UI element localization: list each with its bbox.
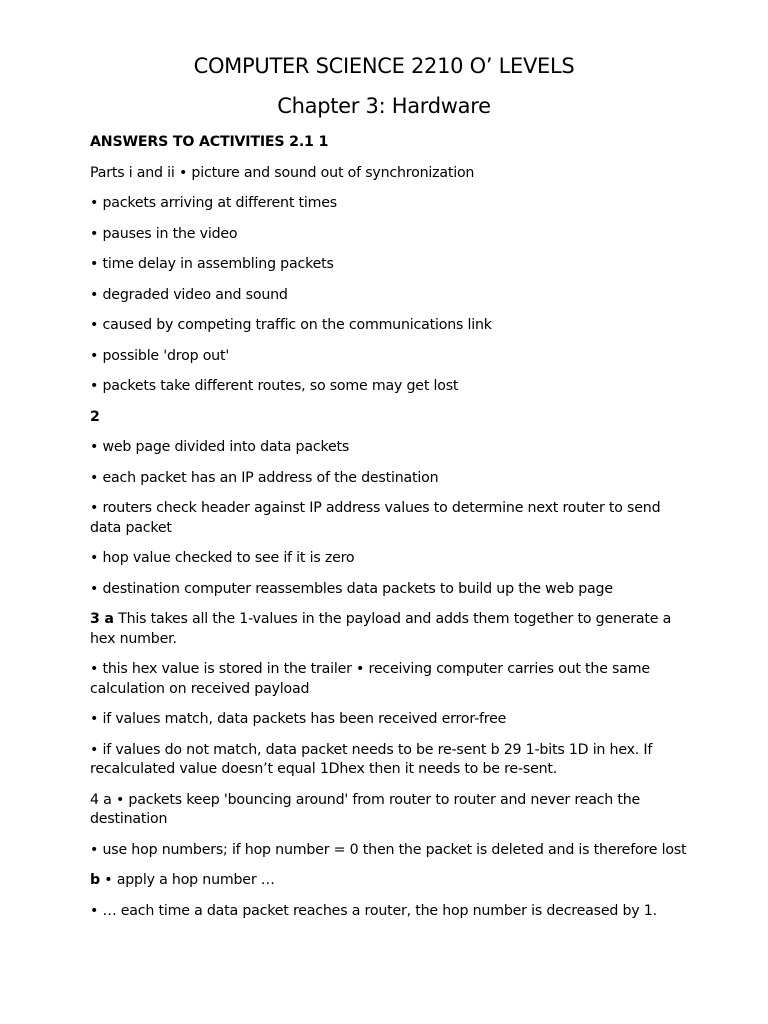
document-title: COMPUTER SCIENCE 2210 O’ LEVELS bbox=[193, 54, 575, 78]
answer-line: • … each time a data packet reaches a router, the hop number is decreased by 1. bbox=[90, 902, 657, 919]
question-part-label: b bbox=[90, 872, 100, 888]
document-body bbox=[90, 133, 690, 932]
answer-line: • routers check header against IP address values to determine next router to send data packet bbox=[90, 500, 661, 536]
answer-line: • degraded video and sound bbox=[90, 286, 288, 303]
section-heading: ANSWERS TO ACTIVITIES 2.1 1 bbox=[90, 134, 329, 150]
answer-line: • use hop numbers; if hop number = 0 then the packet is deleted and is therefore lost bbox=[90, 841, 687, 858]
answer-line: • packets arriving at different times bbox=[90, 195, 337, 211]
answer-paragraph bbox=[90, 871, 690, 891]
answer-line: • web page divided into data packets bbox=[90, 439, 350, 455]
answer-line: • caused by competing traffic on the communications link bbox=[90, 317, 492, 333]
answer-line: • if values match, data packets has been received error-free bbox=[90, 711, 507, 727]
answer-line: • pauses in the video bbox=[90, 225, 238, 242]
answer-line: Parts i and ii • picture and sound out of synchronization bbox=[90, 164, 475, 181]
answer-line: • if values do not match, data packet needs to be re-sent b 29 1-bits 1D in hex. If recalculated value doesn’t equal 1Dhex then it needs to be re-sent. bbox=[90, 741, 653, 777]
answer-line: • packets take different routes, so some may get lost bbox=[90, 378, 459, 394]
answer-line: • time delay in assembling packets bbox=[90, 256, 334, 272]
chapter-title: Chapter 3: Hardware bbox=[277, 94, 491, 118]
answer-line: • destination computer reassembles data packets to build up the web page bbox=[90, 580, 613, 597]
answer-text: This takes all the 1-values in the payload and adds them together to generate a hex number. bbox=[90, 611, 672, 647]
answer-line: • this hex value is stored in the trailer • receiving computer carries out the same calculation on received payload bbox=[90, 661, 650, 697]
answer-text: • apply a hop number … bbox=[99, 872, 275, 888]
answer-line: • hop value checked to see if it is zero bbox=[90, 550, 355, 566]
answer-line: • each packet has an IP address of the destination bbox=[90, 469, 439, 486]
answer-line: • possible 'drop out' bbox=[90, 347, 230, 364]
question-number: 2 bbox=[90, 408, 100, 425]
question-number: 3 a bbox=[90, 611, 114, 627]
answer-paragraph bbox=[90, 610, 690, 649]
answer-line: 4 a • packets keep 'bouncing around' from router to router and never reach the destination bbox=[90, 791, 641, 827]
